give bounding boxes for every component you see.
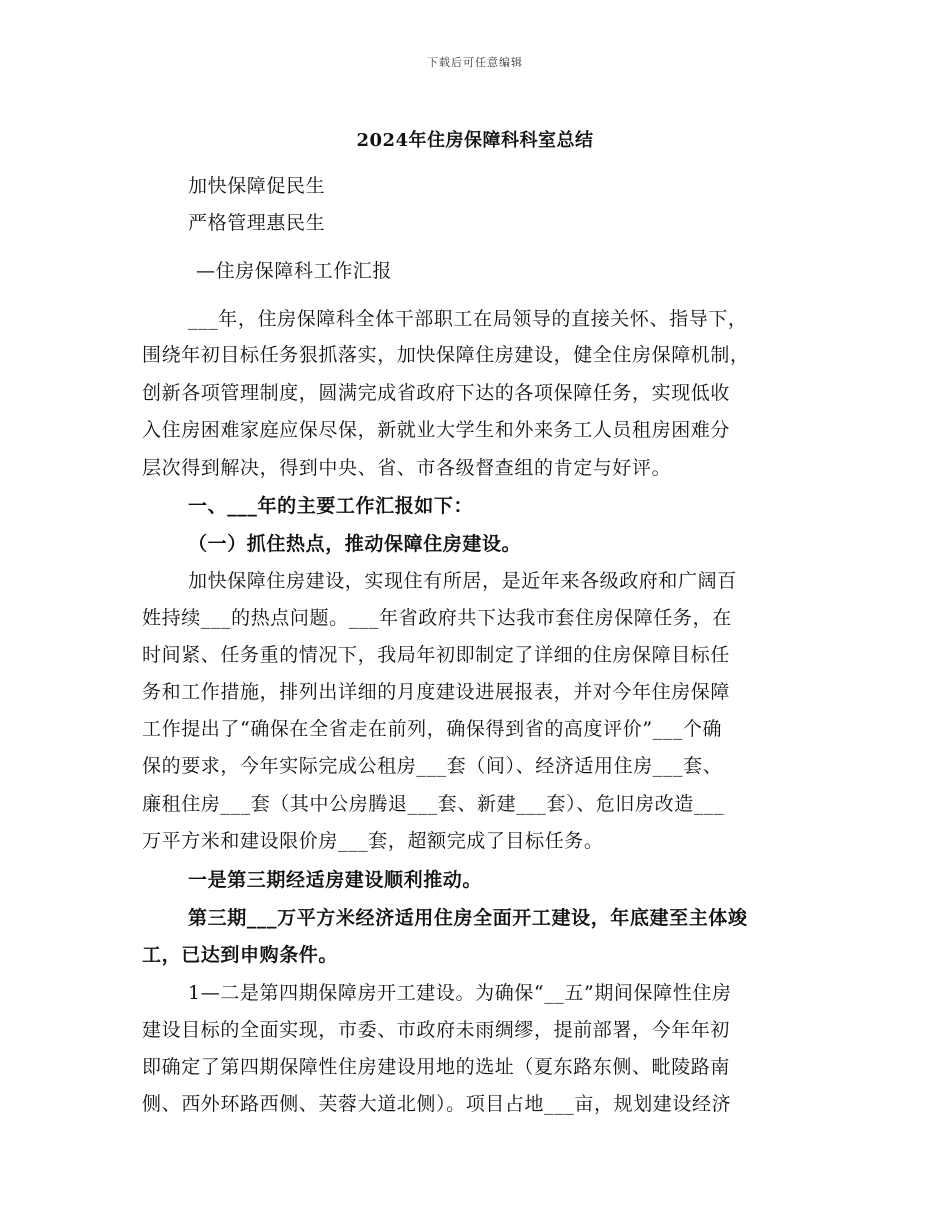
subtitle-line-2: 严格管理惠民生 (188, 212, 326, 234)
body-line: 建设目标的全面实现，市委、市政府未雨绸缪，提前部署，今年年初 (142, 1019, 731, 1041)
body-line: 侧、西外环路西侧、芙蓉大道北侧）。项目占地___亩，规划建设经济 (142, 1093, 732, 1115)
item-heading: 一是第三期经适房建设顺利推动。 (188, 869, 483, 891)
body-line: 1—二是第四期保障房开工建设。为确保“__五”期间保障性住房 (188, 982, 732, 1004)
body-line: 姓持续___的热点问题。___年省政府共下达我市套住房保障任务，在 (142, 607, 732, 629)
subtitle-line-3: —住房保障科工作汇报 (196, 260, 393, 282)
bold-body-line: 第三期___万平方米经济适用住房全面开工建设，年底建至主体竣 (188, 907, 748, 929)
body-line: 保的要求，今年实际完成公租房___套（间）、经济适用住房___套、 (142, 755, 723, 777)
body-line: 加快保障住房建设，实现住有所居，是近年来各级政府和广阔百 (188, 570, 737, 592)
body-line: 务和工作措施，排列出详细的月度建设进展报表，并对今年住房保障 (142, 681, 731, 703)
body-line: 廉租住房___套（其中公房腾退___套、新建___套）、危旧房改造___ (142, 793, 725, 815)
document-title: 2024年住房保障科科室总结 (356, 130, 594, 151)
body-line: 即确定了第四期保障性住房建设用地的选址（夏东路东侧、毗陵路南 (142, 1056, 731, 1078)
subsection-heading: （一）抓住热点，推动保障住房建设。 (188, 533, 522, 555)
bold-body-line: 工，已达到申购条件。 (142, 944, 339, 966)
body-line: 万平方米和建设限价房___套，超额完成了目标任务。 (142, 830, 604, 852)
body-line: 层次得到解决，得到中央、省、市各级督查组的肯定与好评。 (142, 457, 672, 479)
body-line: 围绕年初目标任务狠抓落实，加快保障住房建设，健全住房保障机制， (142, 344, 750, 366)
body-line: ___年，住房保障科全体干部职工在局领导的直接关怀、指导下， (188, 308, 748, 330)
header-note: 下载后可任意编辑 (427, 56, 523, 69)
body-line: 创新各项管理制度，圆满完成省政府下达的各项保障任务，实现低收 (142, 382, 731, 404)
body-line: 工作提出了“确保在全省走在前列，确保得到省的高度评价”___个确 (142, 718, 723, 740)
subtitle-line-1: 加快保障促民生 (188, 175, 326, 197)
body-line: 时间紧、任务重的情况下，我局年初即制定了详细的住房保障目标任 (142, 644, 731, 666)
section-heading: 一、___年的主要工作汇报如下： (188, 495, 474, 517)
body-line: 入住房困难家庭应保尽保，新就业大学生和外来务工人员租房困难分 (142, 419, 731, 441)
